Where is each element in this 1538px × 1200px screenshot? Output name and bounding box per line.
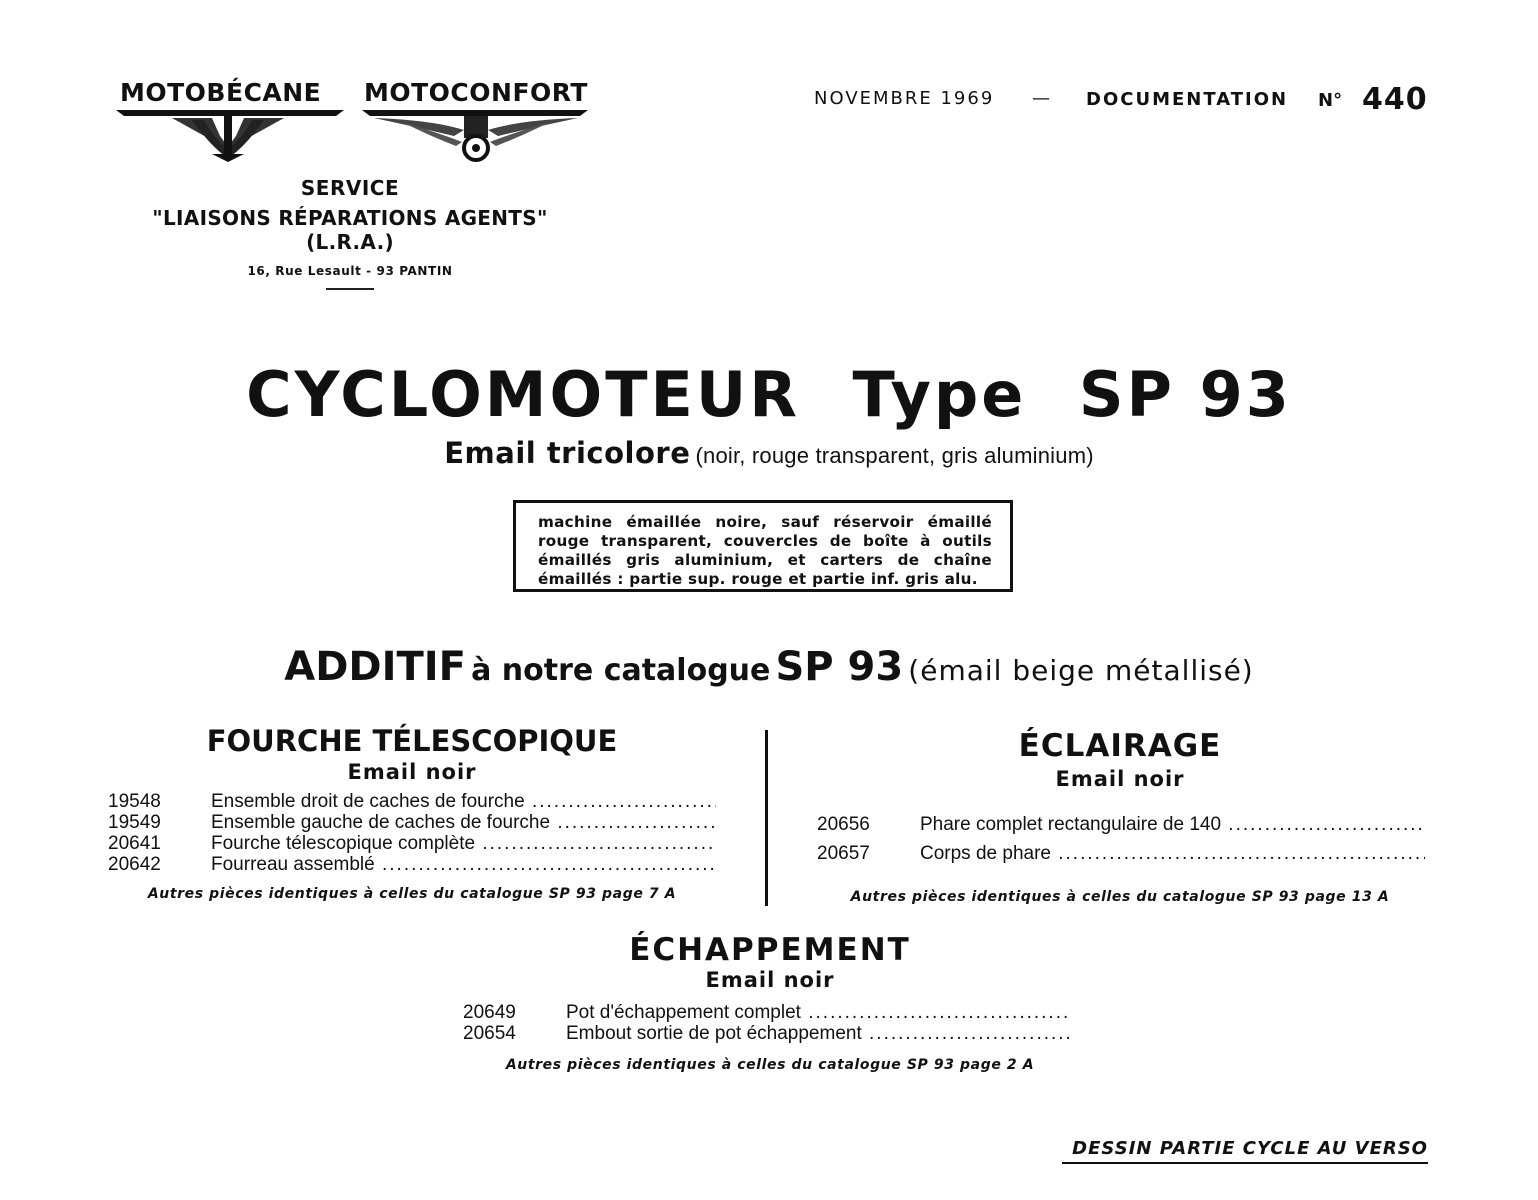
doc-label: DOCUMENTATION <box>1086 89 1289 110</box>
section-title-eclairage: ÉCLAIRAGE <box>1018 728 1222 764</box>
section-note-fourche: Autres pièces identiques à celles du catalogue SP 93 page 7 A <box>147 886 677 902</box>
brand-motoconfort: MOTOCONFORT <box>364 78 588 107</box>
part-row <box>817 814 1425 843</box>
part-description: Fourreau assemblé ..... <box>211 854 716 876</box>
part-number: 20642 <box>108 854 161 875</box>
doc-date: NOVEMBRE 1969 <box>814 88 995 109</box>
additif-text: à notre catalogue <box>471 653 771 688</box>
doc-number-symbol: N° <box>1318 90 1343 111</box>
additif-model: SP 93 <box>775 644 904 690</box>
service-block <box>150 176 550 290</box>
part-row <box>463 1023 1071 1044</box>
additif-word: ADDITIF <box>284 644 467 690</box>
documentation-line <box>814 84 1434 118</box>
part-number: 19548 <box>108 791 161 812</box>
footer-underline <box>1062 1162 1428 1164</box>
page-subtitle <box>0 436 1538 470</box>
title-model: SP 93 <box>1078 358 1292 431</box>
part-row <box>108 833 716 854</box>
section-subtitle-eclairage: Email noir <box>1055 767 1185 791</box>
section-note-eclairage: Autres pièces identiques à celles du catalogue SP 93 page 13 A <box>850 889 1390 905</box>
parts-list-fourche <box>108 791 716 875</box>
part-number: 20641 <box>108 833 161 854</box>
title-main: CYCLOMOTEUR <box>246 358 800 431</box>
subtitle-email: Email tricolore <box>444 436 691 470</box>
service-name: "LIAISONS RÉPARATIONS AGENTS" (L.R.A.) <box>152 206 548 254</box>
brand-logos <box>112 74 602 174</box>
part-number: 20657 <box>817 843 870 864</box>
section-subtitle-echappement: Email noir <box>705 968 835 992</box>
page-title <box>0 358 1538 431</box>
parts-list-echappement <box>463 1002 1071 1044</box>
part-description: Embout sortie de pot échappement ..... <box>566 1023 1071 1045</box>
section-title-fourche: FOURCHE TÉLESCOPIQUE <box>206 724 618 758</box>
finish-notebox: machine émaillée noire, sauf réservoir émaillé rouge transparent, couvercles de boîte à outils émaillés gris aluminium, et carters de chaîne émaillés : partie sup. rouge et partie inf. gris alu. <box>513 500 1013 592</box>
title-type: Type <box>852 358 1027 431</box>
column-divider <box>765 730 768 906</box>
part-row <box>108 812 716 833</box>
part-description: Fourche télescopique complète ..... <box>211 833 716 855</box>
part-row <box>108 854 716 875</box>
part-description: Corps de phare ..... <box>920 843 1425 865</box>
doc-dash: — <box>1032 88 1050 109</box>
footer-note <box>1062 1138 1428 1164</box>
part-number: 20649 <box>463 1002 516 1023</box>
subtitle-colors: (noir, rouge transparent, gris aluminium) <box>695 443 1094 468</box>
part-row <box>108 791 716 812</box>
part-description: Ensemble droit de caches de fourche ..... <box>211 791 716 813</box>
section-note-echappement: Autres pièces identiques à celles du catalogue SP 93 page 2 A <box>505 1057 1035 1073</box>
parts-list-eclairage <box>817 814 1425 872</box>
service-address: 16, Rue Lesault - 93 PANTIN <box>247 264 453 278</box>
part-number: 19549 <box>108 812 161 833</box>
section-title-echappement: ÉCHAPPEMENT <box>629 932 911 968</box>
service-title: SERVICE <box>300 176 400 200</box>
brand-motobecane: MOTOBÉCANE <box>120 78 322 107</box>
additif-finish: (émail beige métallisé) <box>908 654 1254 687</box>
section-subtitle-fourche: Email noir <box>347 760 477 784</box>
part-row <box>817 843 1425 872</box>
part-row <box>463 1002 1071 1023</box>
part-description: Pot d'échappement complet ..... <box>566 1002 1071 1024</box>
doc-number: 440 <box>1362 82 1428 117</box>
part-description: Phare complet rectangulaire de 140 ..... <box>920 814 1425 836</box>
part-number: 20654 <box>463 1023 516 1044</box>
part-number: 20656 <box>817 814 870 835</box>
part-description: Ensemble gauche de caches de fourche ..... <box>211 812 716 834</box>
header-divider <box>326 288 374 290</box>
additif-heading <box>0 644 1538 690</box>
footer-text: DESSIN PARTIE CYCLE AU VERSO <box>1072 1138 1428 1159</box>
